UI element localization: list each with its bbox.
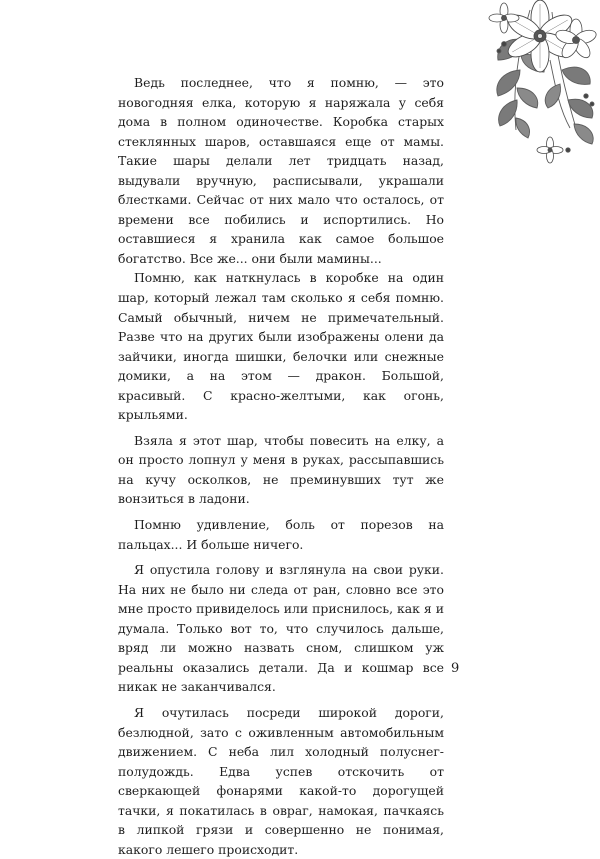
paragraph: Я очутилась посреди широкой дороги, безлюдной, зато с оживленным автомобильным движением. С неба лил холодный полуснег-полудождь. Едва успев отскочить от сверкающей фонарями какой-то дорогущей тачки, я покатилась в овраг, намокая, пачкаясь в липкой грязи и совершенно не понимая, какого лешего происходит.: [118, 704, 444, 857]
body-text: [118, 73, 444, 859]
paragraph: Помню удивление, боль от порезов на пальцах... И больше ничего.: [118, 517, 444, 552]
paragraph: Взяла я этот шар, чтобы повесить на елку, а он просто лопнул у меня в руках, рассыпавшись на кучу осколков, не преминувших тут же вонзиться в ладони.: [118, 432, 444, 507]
paragraph: Ведь последнее, что я помню, — это новогодняя елка, которую я наряжала у себя дома в полном одиночестве. Коробка старых стеклянных шаров, оставшаяся еще от мамы. Такие шары делали лет тридцать назад, выдували вручную, расписывали, украшали блестками. Сейчас от них мало что осталось, от времени все побились и испортились. Но оставшиеся я хранила как самое большое богатство. Все же... они были мамины...: [118, 75, 444, 266]
paragraph: Помню, как наткнулась в коробке на один шар, который лежал там сколько я себя помню. Самый обычный, ничем не примечательный. Разве что на других были изображены олени да зайчики, иногда шишки, белочки или снежные домики, а на этом — дракон. Большой, красивый. С красно-желтыми, как огонь, крыльями.: [118, 270, 444, 423]
page-number: 9: [451, 661, 460, 676]
paragraph: Я опустила голову и взглянула на свои руки. На них не было ни следа от ран, словно все это мне просто привиделось или приснилось, как я и думала. Только вот то, что случилось дальше, вряд ли можно назвать сном, слишком уж реальны оказались детали. Да и кошмар все никак не заканчивался.: [118, 562, 444, 695]
